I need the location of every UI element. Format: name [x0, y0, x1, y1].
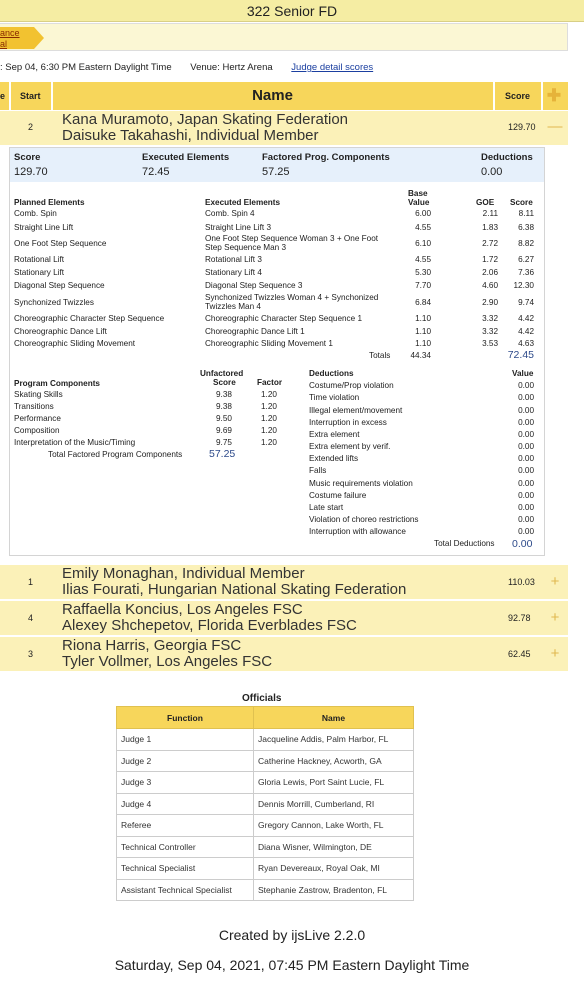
- component-score: 9.69: [216, 426, 232, 435]
- element-goe: 3.32: [482, 314, 498, 323]
- official-name: Gregory Cannon, Lake Worth, FL: [254, 815, 414, 837]
- skater-2: Alexey Shchepetov, Florida Everblades FSC: [62, 617, 357, 634]
- team-row[interactable]: [0, 601, 568, 635]
- element-score: 4.63: [518, 339, 534, 348]
- element-goe: 3.32: [482, 327, 498, 336]
- element-base: 1.10: [415, 327, 431, 336]
- summary-components-value: 57.25: [262, 166, 290, 178]
- table-row: [117, 750, 414, 772]
- element-score: 12.30: [513, 281, 534, 290]
- deduction-value: 0.00: [518, 503, 534, 512]
- team-score: 62.45: [508, 649, 531, 659]
- deduction-value: 0.00: [518, 393, 534, 402]
- team-row[interactable]: [0, 565, 568, 599]
- deduction-name: Falls: [309, 466, 327, 475]
- official-function: Judge 3: [117, 772, 254, 794]
- summary-score-value: 129.70: [14, 166, 48, 178]
- expand-icon[interactable]: +: [550, 645, 560, 662]
- page-title-bar: [0, 0, 584, 22]
- skater-2: Ilias Fourati, Hungarian National Skating Federation: [62, 581, 407, 598]
- table-row: [117, 879, 414, 901]
- breadcrumb-tab[interactable]: [0, 27, 34, 49]
- deduction-value: 0.00: [518, 381, 534, 390]
- official-function: Assistant Technical Specialist: [117, 879, 254, 901]
- deduction-name: Costume failure: [309, 491, 367, 500]
- element-base: 4.55: [415, 223, 431, 232]
- official-function: Technical Specialist: [117, 858, 254, 880]
- element-goe: 1.83: [482, 223, 498, 232]
- element-goe: 2.90: [482, 298, 498, 307]
- official-name: Catherine Hackney, Acworth, GA: [254, 750, 414, 772]
- page-title: 322 Senior FD: [246, 3, 338, 19]
- deduction-name: Music requirements violation: [309, 479, 413, 488]
- expand-all-icon[interactable]: ✚: [546, 86, 562, 105]
- component-factor: 1.20: [261, 402, 277, 411]
- element-base: 4.55: [415, 255, 431, 264]
- element-base: 5.30: [415, 268, 431, 277]
- official-name: Gloria Lewis, Port Saint Lucie, FL: [254, 772, 414, 794]
- table-row: [117, 729, 414, 751]
- element-base: 6.10: [415, 239, 431, 248]
- score-detail-panel: [9, 147, 545, 556]
- official-function: Referee: [117, 815, 254, 837]
- official-name: Jacqueline Addis, Palm Harbor, FL: [254, 729, 414, 751]
- goe-header: GOE: [476, 198, 495, 207]
- event-venue: Venue: Hertz Arena: [190, 62, 273, 73]
- deduction-value: 0.00: [518, 491, 534, 500]
- element-base: 6.84: [415, 298, 431, 307]
- deductions-value-header: Value: [512, 369, 534, 378]
- component-factor: 1.20: [261, 414, 277, 423]
- summary-executed-value: 72.45: [142, 166, 170, 178]
- element-score: 8.11: [518, 209, 534, 218]
- unfactored-header-2: Score: [213, 378, 236, 387]
- deduction-value: 0.00: [518, 466, 534, 475]
- team-row[interactable]: [0, 111, 568, 145]
- deduction-name: Interruption in excess: [309, 418, 387, 427]
- executed-element-cont: Step Sequence Man 3: [205, 243, 287, 252]
- component-factor: 1.20: [261, 438, 277, 447]
- element-goe: 3.53: [482, 339, 498, 348]
- team-names: [62, 112, 348, 144]
- executed-element: Diagonal Step Sequence 3: [205, 281, 303, 290]
- collapse-icon[interactable]: —: [547, 118, 563, 135]
- team-start: 3: [28, 649, 34, 659]
- executed-element: Stationary Lift 4: [205, 268, 262, 277]
- element-score: 4.42: [518, 327, 534, 336]
- element-goe: 2.06: [482, 268, 498, 277]
- element-score: 7.36: [518, 268, 534, 277]
- table-row: [117, 793, 414, 815]
- table-row: [117, 772, 414, 794]
- executed-element: Rotational Lift 3: [205, 255, 262, 264]
- deduction-value: 0.00: [518, 527, 534, 536]
- components-total-label: Total Factored Program Components: [48, 450, 183, 459]
- footer-timestamp: Saturday, Sep 04, 2021, 07:45 PM Eastern Daylight Time: [114, 957, 470, 973]
- element-base: 1.10: [415, 314, 431, 323]
- planned-element: One Foot Step Sequence: [14, 239, 107, 248]
- officials-col-name: Name: [254, 707, 414, 729]
- element-score: 6.27: [518, 255, 534, 264]
- deduction-value: 0.00: [518, 515, 534, 524]
- component-name: Performance: [14, 414, 61, 423]
- official-name: Diana Wisner, Wilmington, DE: [254, 836, 414, 858]
- team-row[interactable]: [0, 637, 568, 671]
- executed-element: One Foot Step Sequence Woman 3 + One Foot: [205, 234, 379, 243]
- deductions-total-label: Total Deductions: [434, 539, 495, 548]
- summary-deductions-value: 0.00: [481, 166, 503, 178]
- team-start: 2: [28, 122, 34, 132]
- deductions-header: Deductions: [309, 369, 354, 378]
- element-base: 6.00: [415, 209, 431, 218]
- deductions-total: 0.00: [512, 538, 533, 550]
- element-goe: 1.72: [482, 255, 498, 264]
- event-info: [0, 62, 373, 73]
- deduction-value: 0.00: [518, 442, 534, 451]
- executed-element: Choreographic Character Step Sequence 1: [205, 314, 363, 323]
- component-factor: 1.20: [261, 426, 277, 435]
- official-name: Dennis Morrill, Cumberland, RI: [254, 793, 414, 815]
- unfactored-header-1: Unfactored: [200, 369, 244, 378]
- results-header: [0, 82, 568, 110]
- element-base: 7.70: [415, 281, 431, 290]
- breadcrumb-link-2[interactable]: al: [0, 39, 8, 49]
- deduction-name: Late start: [309, 503, 344, 512]
- deduction-name: Extra element by verif.: [309, 442, 391, 451]
- col-score-header[interactable]: Score: [505, 91, 531, 101]
- expand-icon[interactable]: +: [550, 609, 560, 626]
- planned-element: Straight Line Lift: [14, 223, 74, 232]
- element-score: 8.82: [518, 239, 534, 248]
- element-goe: 4.60: [482, 281, 498, 290]
- score-summary: [10, 148, 544, 182]
- table-row: [117, 815, 414, 837]
- component-name: Composition: [14, 426, 60, 435]
- component-name: Skating Skills: [14, 390, 63, 399]
- team-names: [62, 566, 406, 598]
- official-name: Stephanie Zastrow, Bradenton, FL: [254, 879, 414, 901]
- deduction-name: Extended lifts: [309, 454, 359, 463]
- planned-element: Comb. Spin: [14, 209, 57, 218]
- factor-header: Factor: [257, 378, 283, 387]
- officials-table: [116, 706, 414, 901]
- totals-base: 44.34: [410, 351, 431, 360]
- skater-1: Emily Monaghan, Individual Member: [62, 565, 305, 582]
- planned-element: Stationary Lift: [14, 268, 65, 277]
- team-start: 4: [28, 613, 34, 623]
- table-row: [117, 836, 414, 858]
- element-goe: 2.11: [482, 209, 498, 218]
- skater-2: Tyler Vollmer, Los Angeles FSC: [62, 653, 273, 670]
- executed-element: Choreographic Sliding Movement 1: [205, 339, 333, 348]
- planned-element: Choreographic Sliding Movement: [14, 339, 136, 348]
- totals-score: 72.45: [507, 349, 534, 361]
- deduction-name: Interruption with allowance: [309, 527, 406, 536]
- element-score: 9.74: [518, 298, 534, 307]
- official-function: Judge 4: [117, 793, 254, 815]
- skater-1: Riona Harris, Georgia FSC: [62, 637, 242, 654]
- breadcrumb-link-1[interactable]: ance: [0, 28, 20, 38]
- col-start-header[interactable]: Start: [20, 91, 41, 101]
- executed-element: Synchonized Twizzles Woman 4 + Synchonized: [205, 293, 379, 302]
- component-factor: 1.20: [261, 390, 277, 399]
- table-row: [117, 858, 414, 880]
- breadcrumb: [0, 23, 568, 51]
- component-name: Interpretation of the Music/Timing: [14, 438, 136, 447]
- element-base: 1.10: [415, 339, 431, 348]
- deduction-name: Violation of choreo restrictions: [309, 515, 419, 524]
- executed-element: Choreographic Dance Lift 1: [205, 327, 305, 336]
- deduction-name: Costume/Prop violation: [309, 381, 394, 390]
- skater-1: Kana Muramoto, Japan Skating Federation: [62, 111, 349, 128]
- summary-executed-label: Executed Elements: [142, 152, 230, 163]
- official-function: Technical Controller: [117, 836, 254, 858]
- deduction-name: Time violation: [309, 393, 360, 402]
- executed-element-cont: Twizzles Man 4: [205, 302, 261, 311]
- team-names: [62, 602, 357, 634]
- score-header: Score: [510, 198, 533, 207]
- footer-created-by: Created by ijsLive 2.2.0: [218, 927, 366, 943]
- deduction-value: 0.00: [518, 406, 534, 415]
- executed-element: Straight Line Lift 3: [205, 223, 271, 232]
- deduction-value: 0.00: [518, 454, 534, 463]
- base-value-header-2: Value: [408, 198, 430, 207]
- deduction-name: Illegal element/movement: [309, 406, 403, 415]
- executed-element: Comb. Spin 4: [205, 209, 255, 218]
- component-score: 9.50: [216, 414, 232, 423]
- deduction-value: 0.00: [518, 479, 534, 488]
- team-names: [62, 638, 272, 670]
- summary-components-label: Factored Prog. Components: [262, 152, 390, 163]
- element-score: 4.42: [518, 314, 534, 323]
- col-name-header[interactable]: Name: [252, 87, 293, 104]
- planned-element: Synchonized Twizzles: [14, 298, 94, 307]
- event-time: : Sep 04, 6:30 PM Eastern Daylight Time: [0, 62, 172, 73]
- base-value-header-1: Base: [408, 189, 428, 198]
- planned-element: Choreographic Character Step Sequence: [14, 314, 165, 323]
- component-score: 9.38: [216, 402, 232, 411]
- officials-col-function: Function: [117, 707, 254, 729]
- officials-title: Officials: [242, 693, 282, 704]
- team-score: 129.70: [508, 122, 536, 132]
- skater-2: Daisuke Takahashi, Individual Member: [62, 127, 319, 144]
- component-score: 9.75: [216, 438, 232, 447]
- planned-element: Diagonal Step Sequence: [14, 281, 105, 290]
- deduction-value: 0.00: [518, 430, 534, 439]
- planned-element: Rotational Lift: [14, 255, 65, 264]
- summary-score-label: Score: [14, 152, 41, 163]
- planned-elements-header: Planned Elements: [14, 198, 85, 207]
- expand-icon[interactable]: +: [550, 573, 560, 590]
- team-score: 92.78: [508, 613, 531, 623]
- judge-detail-link[interactable]: Judge detail scores: [291, 62, 374, 73]
- element-score: 6.38: [518, 223, 534, 232]
- components-header: Program Components: [14, 379, 100, 388]
- official-name: Ryan Devereaux, Royal Oak, MI: [254, 858, 414, 880]
- component-name: Transitions: [14, 402, 54, 411]
- official-function: Judge 1: [117, 729, 254, 751]
- deduction-name: Extra element: [309, 430, 360, 439]
- components-total: 57.25: [209, 448, 236, 460]
- planned-element: Choreographic Dance Lift: [14, 327, 107, 336]
- executed-elements-header: Executed Elements: [205, 198, 281, 207]
- col-place-header: e: [0, 91, 6, 101]
- official-function: Judge 2: [117, 750, 254, 772]
- element-goe: 2.72: [482, 239, 498, 248]
- summary-deductions-label: Deductions: [481, 152, 533, 163]
- skater-1: Raffaella Koncius, Los Angeles FSC: [62, 601, 303, 618]
- component-score: 9.38: [216, 390, 232, 399]
- team-score: 110.03: [508, 577, 535, 587]
- team-start: 1: [28, 577, 34, 587]
- totals-label: Totals: [369, 351, 391, 360]
- deduction-value: 0.00: [518, 418, 534, 427]
